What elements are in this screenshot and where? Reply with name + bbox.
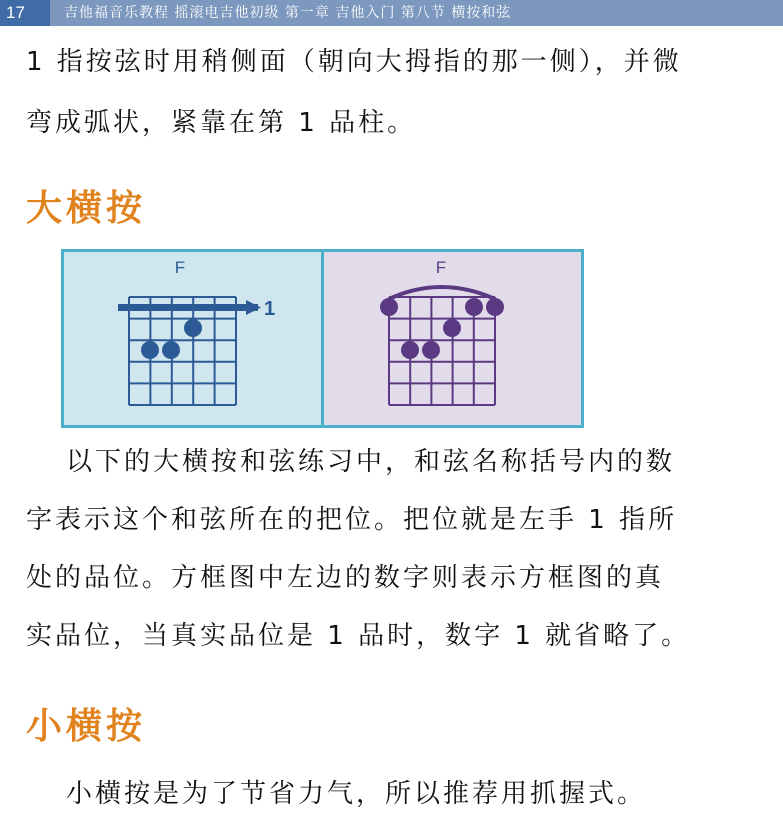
paragraph-2-line-4: 实品位，当真实品位是 1 品时，数字 1 就省略了。 (26, 621, 691, 651)
right-finger-dot (443, 319, 461, 337)
paragraph-2-line-3: 处的品位。方框图中左边的数字则表示方框图的真 (26, 563, 665, 593)
paragraph-3-line-1: 小横按是为了节省力气，所以推荐用抓握式。 (66, 779, 647, 809)
left-chord-name: F (174, 258, 186, 277)
paragraph-1-line-2: 弯成弧状，紧靠在第 1 品柱。 (26, 108, 417, 138)
chord-diagrams-svg (61, 249, 584, 428)
left-finger-dot (162, 341, 180, 359)
heading-small-barre: 小横按 (26, 705, 147, 747)
right-chord-name: F (435, 258, 447, 277)
paragraph-2-line-1: 以下的大横按和弦练习中，和弦名称括号内的数 (66, 447, 676, 477)
barre-finger-label: 1 (264, 298, 276, 320)
right-finger-dot (465, 298, 483, 316)
right-finger-dot (380, 298, 398, 316)
paragraph-1-line-1: 1 指按弦时用稍侧面（朝向大拇指的那一侧），并微 (26, 47, 682, 77)
paragraph-2-line-2: 字表示这个和弦所在的把位。把位就是左手 1 指所 (26, 505, 678, 535)
page-header (0, 0, 783, 26)
right-finger-dot (422, 341, 440, 359)
page-number: 17 (0, 0, 50, 26)
heading-big-barre: 大横按 (26, 187, 147, 229)
chord-diagram-figure (61, 249, 584, 428)
right-finger-dot (401, 341, 419, 359)
running-head: 吉他福音乐教程 摇滚电吉他初级 第一章 吉他入门 第八节 横按和弦 (50, 0, 783, 26)
left-finger-dot (141, 341, 159, 359)
left-barre-bar (118, 304, 258, 311)
left-finger-dot (184, 319, 202, 337)
right-finger-dot (486, 298, 504, 316)
